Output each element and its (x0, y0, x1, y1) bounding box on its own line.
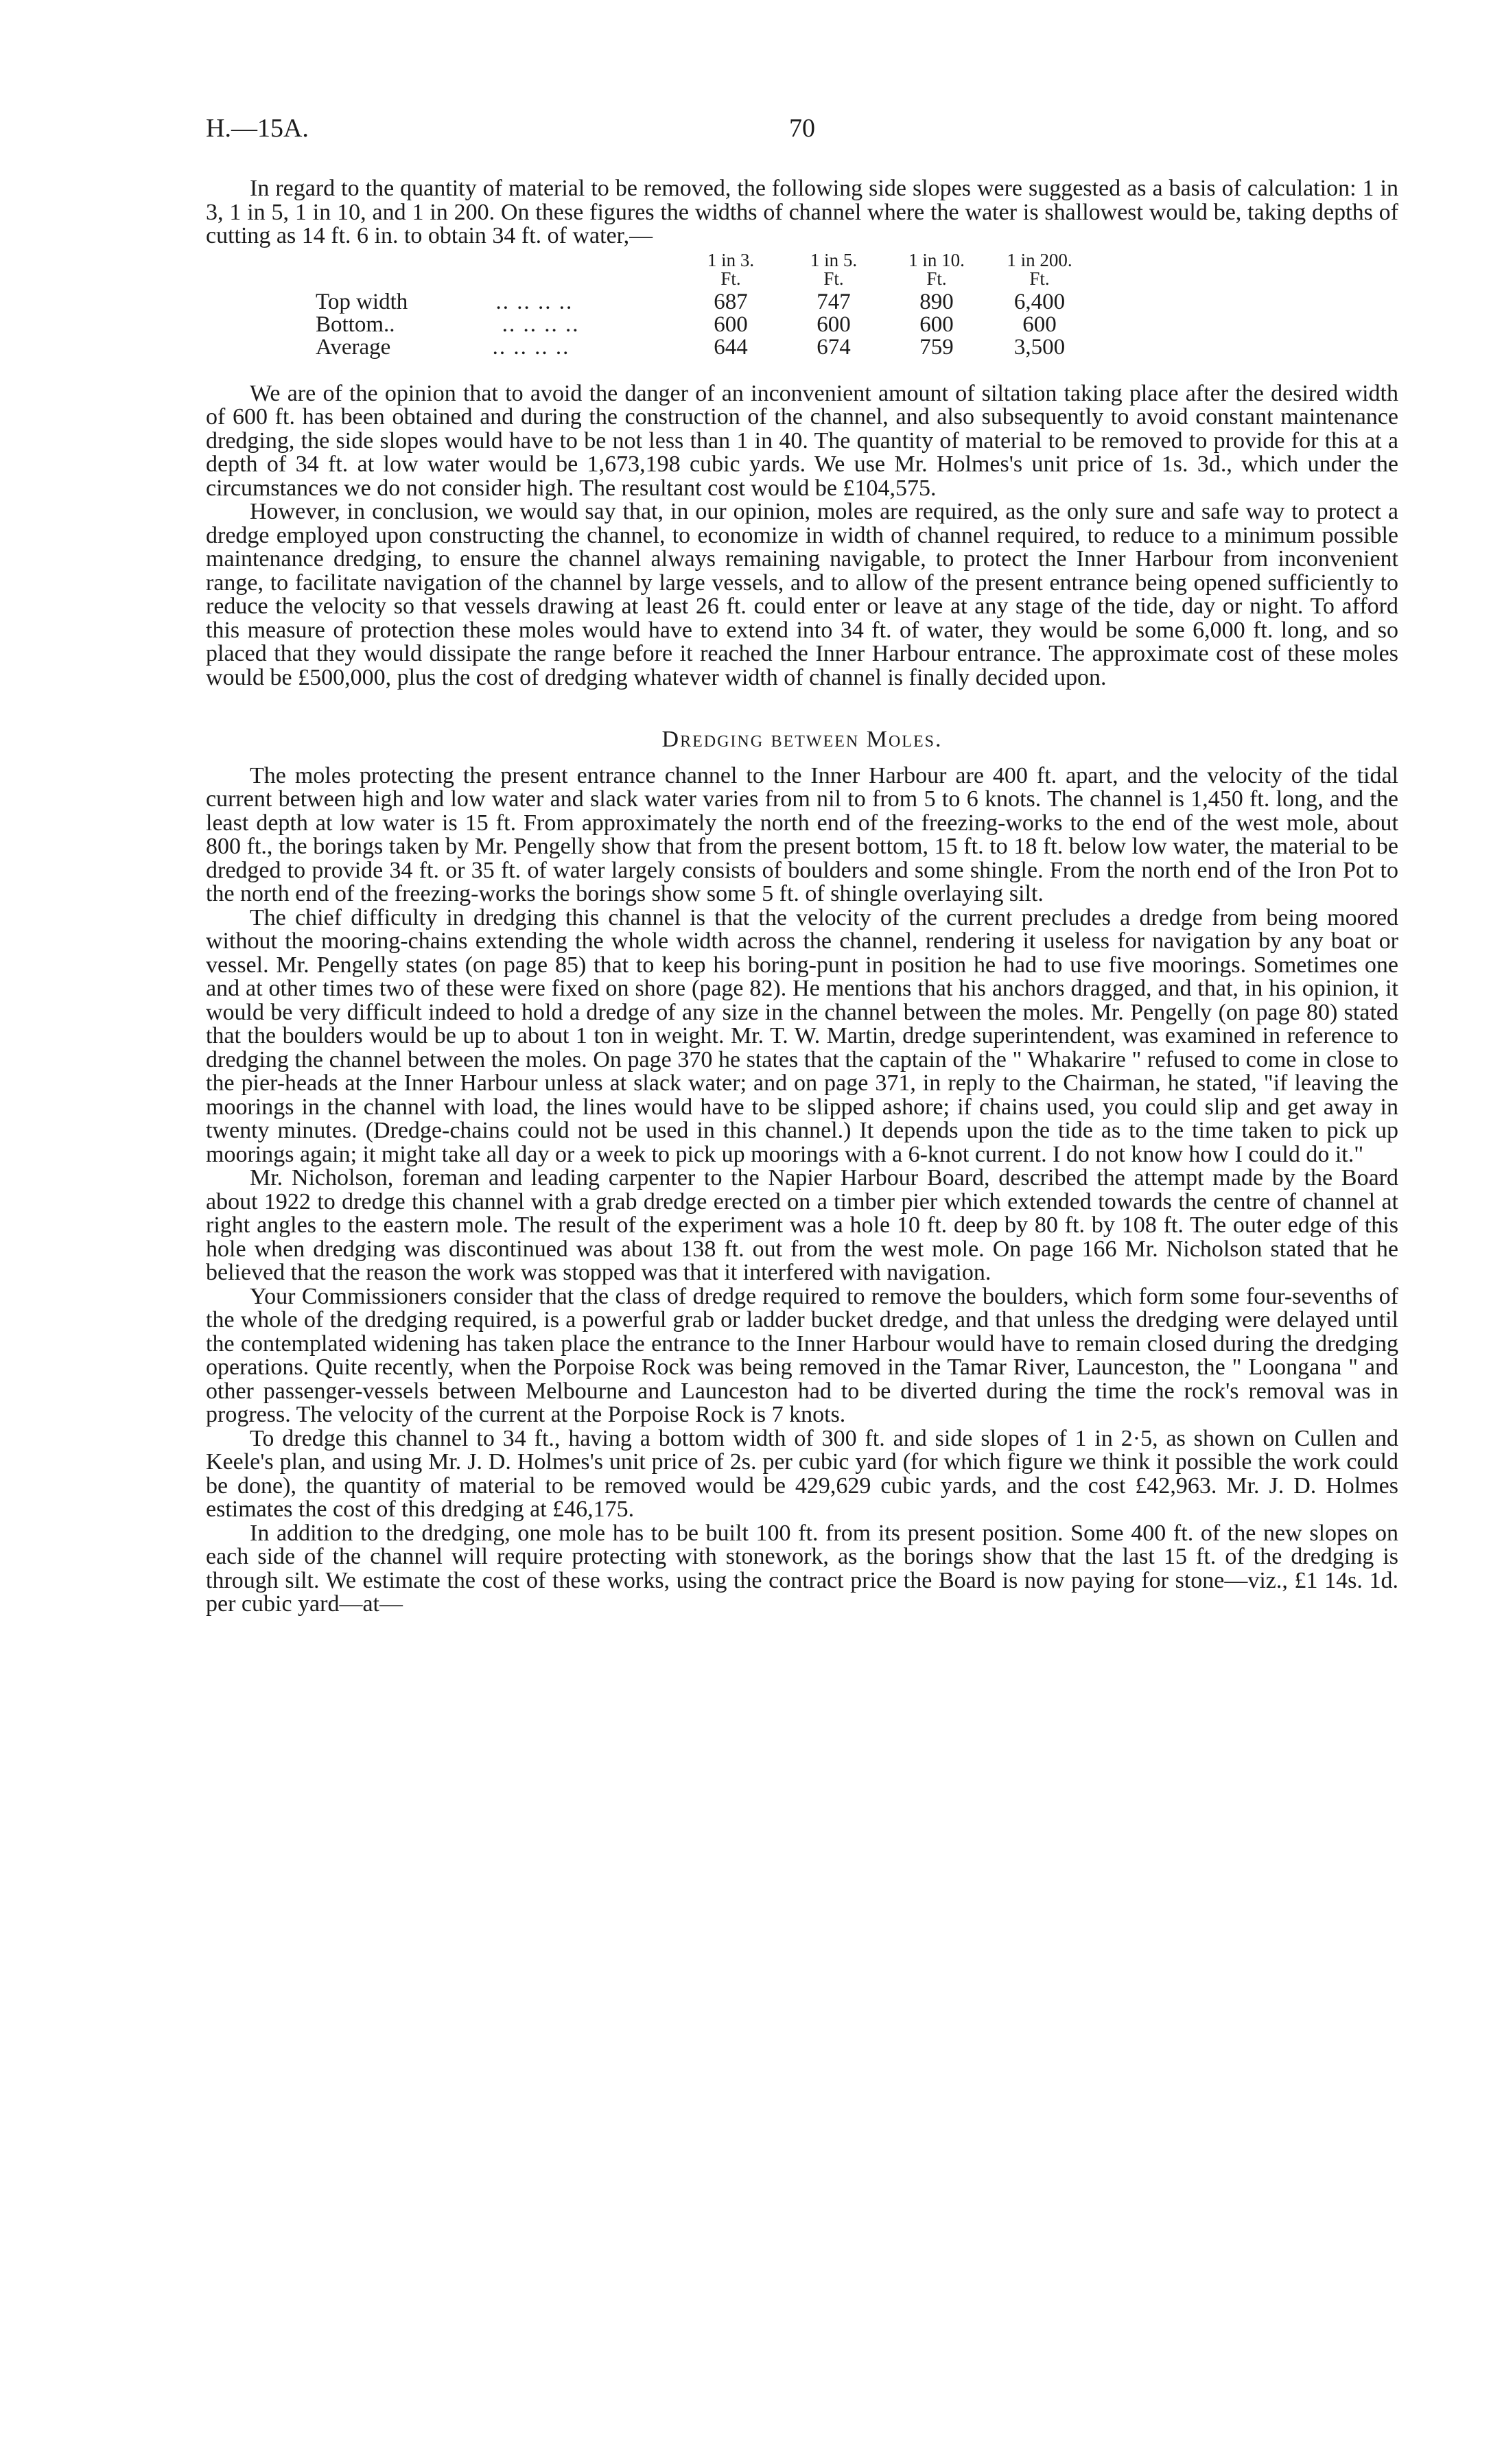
unit-label: Ft. (720, 268, 741, 289)
table-cell: 600 (919, 312, 954, 337)
paragraph-moles-required: However, in conclusion, we would say that, in our opinion, moles are required, as the only sure and safe way to protect a dredge employed upon constructing the channel, to economize in width of channel required, to reduce to a minimum possible maintenance dredging, to ensure the channel always remaining navigable, to protect the Inner Harbour from inconvenient range, to facilitate navigation of the channel by large vessels, and to allow of the present entrance being opened sufficiently to reduce the velocity so that vessels drawing at least 26 ft. could enter or leave at any stage of the tide, day or night. To afford this measure of protection these moles would have to extend into 34 ft. of water, they would be some 6,000 ft. long, and so placed that they would dissipate the range before it reached the Inner Harbour entrance. The approximate cost of these moles would be £500,000, plus the cost of dredging whatever width of channel is finally decided upon. (206, 499, 1398, 690)
table-cell: 759 (919, 334, 954, 360)
paragraph-entrance-channel: The moles protecting the present entrance channel to the Inner Harbour are 400 ft. apart, and the velocity of the tidal current between high and low water and slack water varies from nil to from 5 to 6 knots. The channel is 1,450 ft. long, and the least depth at low water is 15 ft. From approximately the north end of the freezing-works to the end of the west mole, about 800 ft., the borings taken by Mr. Pengelly show that from the present bottom, 15 ft. to 18 ft. below low water, the material to be dredged to provide 34 ft. or 35 ft. of water largely consists of boulders and some shingle. From the north end of the Iron Pot to the north end of the freezing-works the borings show some 5 ft. of shingle overlaying silt. (206, 762, 1398, 906)
paragraph-siltation: We are of the opinion that to avoid the danger of an inconvenient amount of siltation taking place after the desired width of 600 ft. has been obtained and during the construction of the channel, and also subsequently to avoid constant maintenance dredging, the side slopes would have to be not less than 1 in 40. The quantity of material to be removed to provide for this at a depth of 34 ft. at low water would be 1,673,198 cubic yards. We use Mr. Holmes's unit price of 1s. 3d., which under the circumstances we do not consider high. The resultant cost would be £104,575. (206, 380, 1398, 501)
leader-dots: .. .. .. .. (492, 334, 570, 360)
document-reference: H.—15A. (206, 114, 309, 143)
running-head (206, 114, 1398, 151)
page-body (206, 177, 1398, 1617)
page-number: 70 (789, 114, 815, 143)
paragraph-side-slopes: In regard to the quantity of material to be removed, the following side slopes were suggested as a basis of calculation: 1 in 3, 1 in 5, 1 in 10, and 1 in 200. On these figures the widths of channel where the water is shallowest would be, taking depths of cutting as 14 ft. 6 in. to obtain 34 ft. of water,— (206, 176, 1398, 248)
table-cell: 674 (817, 334, 851, 360)
table-cell: 687 (714, 289, 748, 314)
table-cell: 747 (817, 289, 851, 314)
table-row (309, 314, 1091, 336)
unit-label: Ft. (926, 268, 947, 289)
row-label: Top width (316, 289, 408, 314)
column-header: 1 in 3. (707, 249, 755, 270)
row-label: Average (316, 334, 391, 360)
row-label-cell (309, 314, 679, 336)
table-row (309, 291, 1091, 314)
table-cell: 890 (919, 289, 954, 314)
table-cell: 600 (1022, 312, 1057, 337)
spacer (206, 359, 1398, 382)
unit-label: Ft. (823, 268, 844, 289)
paragraph-nicholson: Mr. Nicholson, foreman and leading carpenter to the Napier Harbour Board, described the attempt made by the Board about 1922 to dredge this channel with a grab dredge erected on a timber pier which extended towards the centre of channel at right angles to the eastern mole. The result of the experiment was a hole 10 ft. deep by 80 ft. by 108 ft. The outer edge of this hole when dredging was discontinued was about 138 ft. out from the west mole. On page 166 Mr. Nicholson stated that he believed that the reason the work was stopped was that it interfered with navigation. (206, 1165, 1398, 1285)
slope-width-table-block (206, 251, 1398, 359)
table-cell: 3,500 (1013, 334, 1066, 360)
table-cell: 644 (714, 334, 748, 360)
column-header: 1 in 10. (908, 249, 965, 270)
paragraph-additional-works: In addition to the dredging, one mole has to be built 100 ft. from its present position. Some 400 ft. of the new slopes on each side of the channel will require protecting with stonework, as the borings show that the last 15 ft. of the dredging is through silt. We estimate the cost of these works, using the contract price the Board is now paying for stone—viz., £1 14s. 1d. per cubic yard—at— (206, 1520, 1398, 1617)
paragraph-dredge-cost: To dredge this channel to 34 ft., having a bottom width of 300 ft. and side slopes of 1 in 2·5, as shown on Cullen and Keele's plan, and using Mr. J. D. Holmes's unit price of 2s. per cubic yard (for which figure we think it possible the work could be done), the quantity of material to be removed would be 429,629 cubic yards, and the cost £42,963. Mr. J. D. Holmes estimates the cost of this dredging at £46,175. (206, 1425, 1398, 1522)
row-label-cell (309, 291, 679, 314)
leader-dots: .. .. .. .. (495, 289, 574, 314)
paragraph-commissioners: Your Commissioners consider that the class of dredge required to remove the boulders, which form some four-sevenths of the whole of the dredging required, is a powerful grab or ladder bucket dredge, and that unless the dredging were delayed until the contemplated widening has taken place the entrance to the Inner Harbour would have to remain closed during the dredging operations. Quite recently, when the Porpoise Rock was being removed in the Tamar River, Launceston, the " Loongana " and other passenger-vessels between Melbourne and Launceston had to be diverted during the time the rock's removal was in progress. The velocity of the current at the Porpoise Rock is 7 knots. (206, 1283, 1398, 1427)
table-header-row (309, 251, 1091, 270)
column-header: 1 in 200. (1007, 249, 1072, 270)
leader-dots: .. .. .. .. (502, 312, 580, 337)
table-cell: 600 (817, 312, 851, 337)
section-heading: Dredging between Moles. (661, 727, 943, 752)
row-label: Bottom.. (316, 312, 395, 337)
table-row (309, 336, 1091, 359)
table-cell: 600 (714, 312, 748, 337)
slope-width-table (309, 251, 1091, 359)
column-header: 1 in 5. (810, 249, 858, 270)
table-units-row (309, 270, 1091, 291)
paragraph-chief-difficulty: The chief difficulty in dredging this channel is that the velocity of the current precludes a dredge from being moored without the mooring-chains extending the whole width across the channel, rendering it useless for navigation by any boat or vessel. Mr. Pengelly states (on page 85) that to keep his boring-punt in position he had to use five moorings. Sometimes one and at other times two of these were fixed on shore (page 82). He mentions that his anchors dragged, and that, in his opinion, it would be very difficult indeed to hold a dredge of any size in the channel between the moles. Mr. Pengelly (on page 80) stated that the boulders would be up to about 1 ton in weight. Mr. T. W. Martin, dredge superintendent, was examined in reference to dredging the channel between the moles. On page 370 he states that the captain of the " Whakarire " refused to come in close to the pier-heads at the Inner Harbour unless at slack water; and on page 371, in reply to the Chairman, he stated, "if leaving the moorings in the channel with load, the lines would have to be slipped ashore; if chains used, you could slip and get away in twenty minutes. (Dredge-chains could not be used in this channel.) It depends upon the tide as to the time taken to pick up moorings again; it might take all day or a week to pick up moorings with a 6-knot current. I do not know how I could do it." (206, 904, 1398, 1167)
unit-label: Ft. (1029, 268, 1050, 289)
row-label-cell (309, 336, 679, 359)
table-cell: 6,400 (1013, 289, 1066, 314)
